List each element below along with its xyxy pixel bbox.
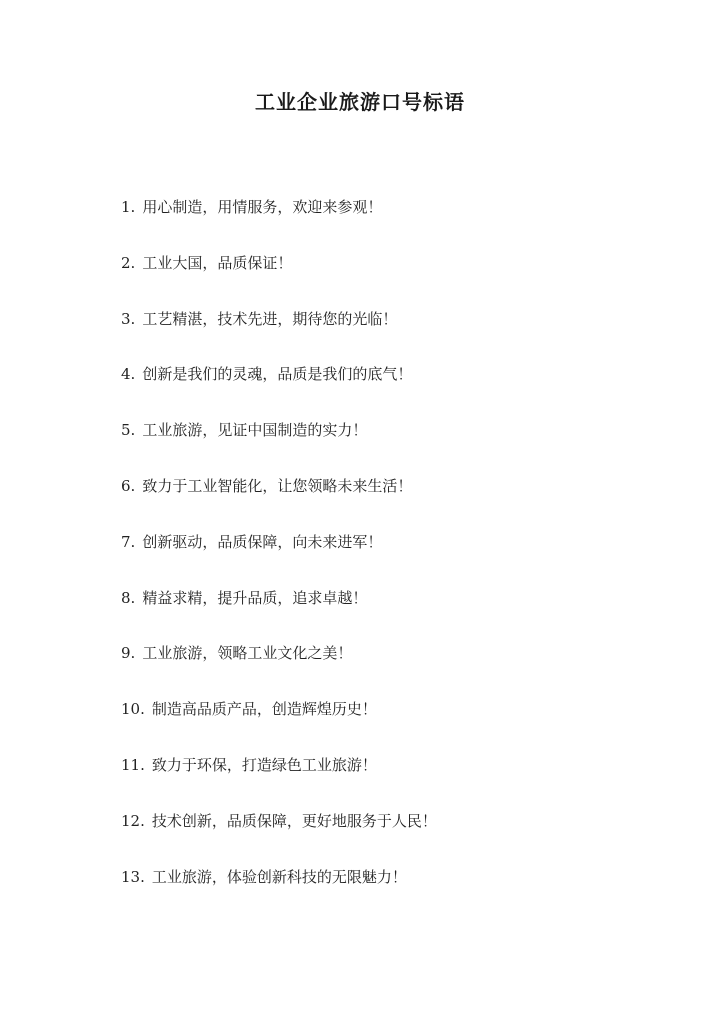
list-item: [121, 807, 437, 863]
item-text: 用心制造，用情服务，欢迎来参观！: [142, 198, 383, 216]
item-number: 10.: [121, 700, 145, 719]
item-number: 2.: [121, 253, 136, 272]
item-text: 技术创新，品质保障，更好地服务于人民！: [151, 811, 437, 830]
item-number: 8.: [121, 588, 136, 607]
item-number: 3.: [121, 309, 136, 328]
list-item: [121, 584, 437, 640]
item-text: 工业旅游，领略工业文化之美！: [142, 644, 353, 663]
item-text: 精益求精，提升品质，追求卓越！: [142, 588, 368, 607]
item-number: 1.: [121, 198, 136, 216]
item-text: 创新驱动，品质保障，向未来进军！: [142, 532, 383, 551]
page-title: 工业企业旅游口号标语: [255, 90, 465, 114]
item-text: 工艺精湛，技术先进，期待您的光临！: [142, 309, 398, 328]
list-item: [121, 416, 437, 472]
item-number: 13.: [121, 867, 145, 886]
list-item: [121, 863, 437, 919]
list-item: [121, 695, 437, 751]
item-text: 致力于环保，打造绿色工业旅游！: [151, 755, 377, 774]
item-text: 致力于工业智能化，让您领略未来生活！: [142, 476, 413, 495]
list-item: [121, 528, 437, 584]
item-text: 创新是我们的灵魂，品质是我们的底气！: [142, 365, 413, 384]
list-item: [121, 751, 437, 807]
item-number: 9.: [121, 644, 136, 663]
item-number: 7.: [121, 532, 136, 551]
item-text: 工业大国，品质保证！: [142, 253, 293, 272]
item-number: 5.: [121, 421, 136, 440]
slogan-list: [121, 193, 437, 918]
item-text: 工业旅游，见证中国制造的实力！: [142, 421, 368, 440]
item-number: 4.: [121, 365, 136, 384]
list-item: [121, 193, 437, 249]
list-item: [121, 639, 437, 695]
list-item: [121, 249, 437, 305]
list-item: [121, 472, 437, 528]
item-number: 12.: [121, 811, 145, 830]
item-text: 工业旅游，体验创新科技的无限魅力！: [151, 867, 407, 886]
list-item: [121, 305, 437, 361]
item-text: 制造高品质产品，创造辉煌历史！: [151, 700, 377, 719]
list-item: [121, 360, 437, 416]
item-number: 11.: [121, 755, 145, 774]
item-number: 6.: [121, 476, 136, 495]
